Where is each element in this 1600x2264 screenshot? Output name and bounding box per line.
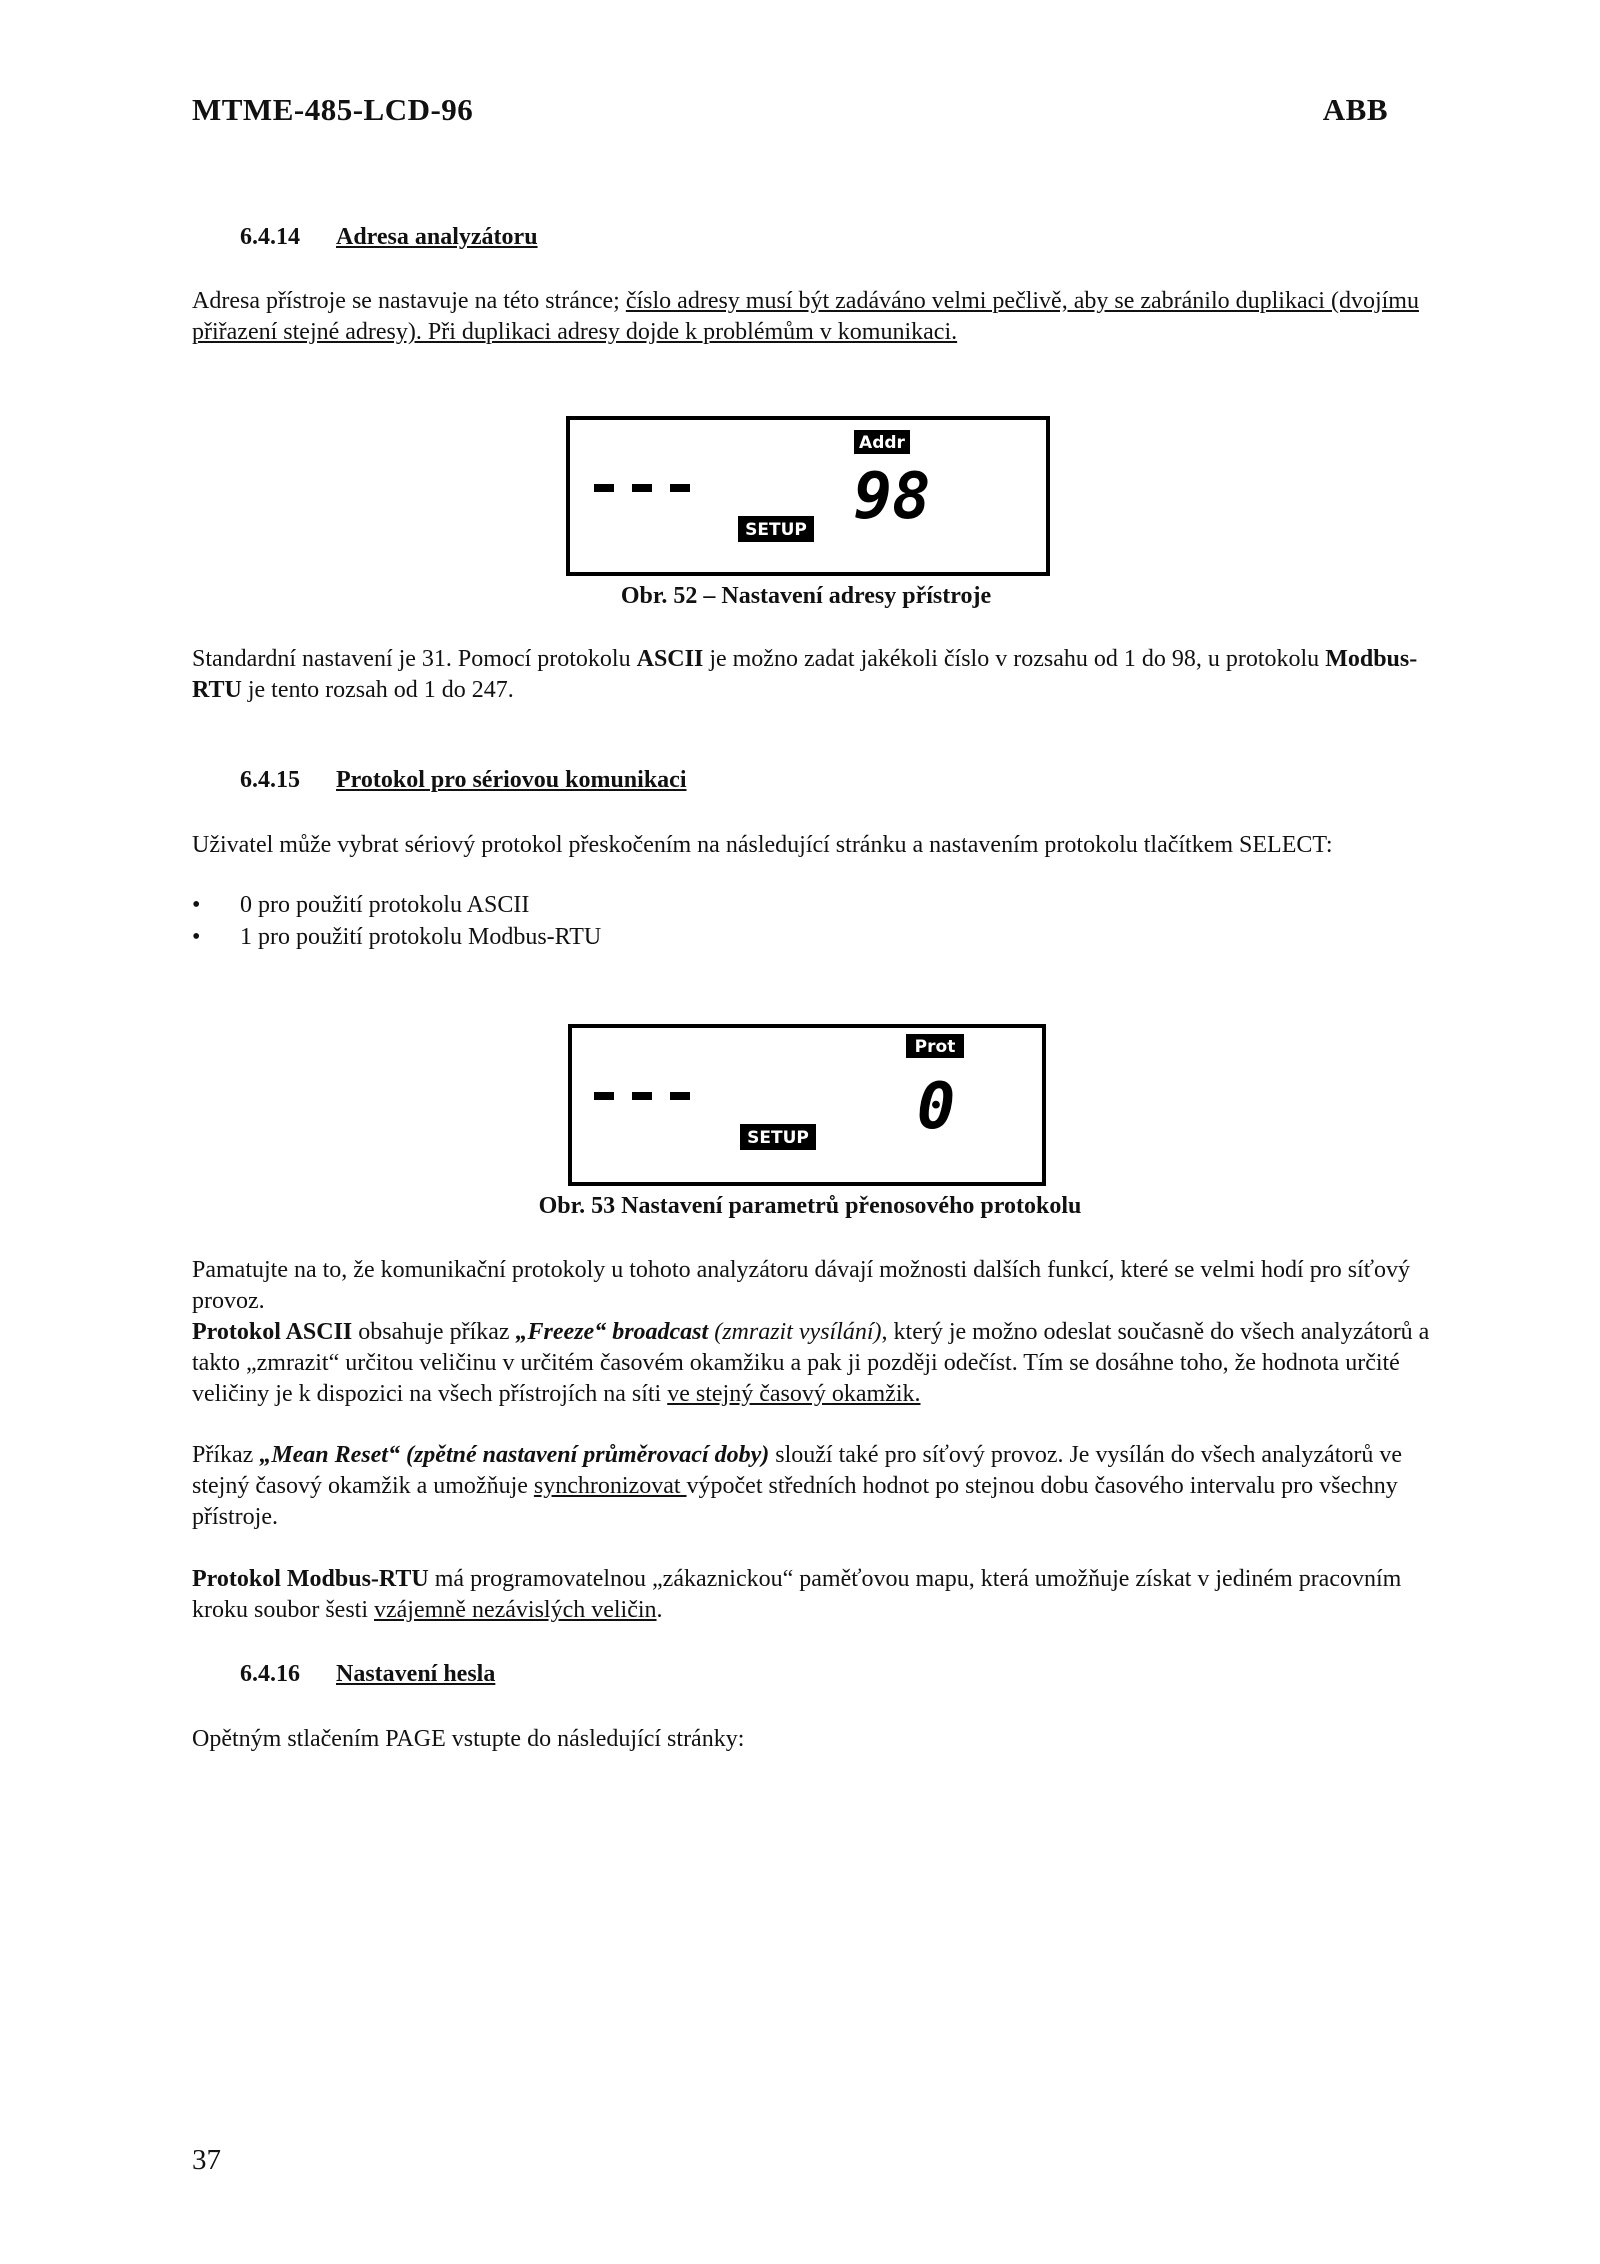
- text-run: je možno zadat jakékoli číslo v rozsahu od 1 do 98, u protokolu: [703, 646, 1326, 672]
- paragraph-text: Adresa přístroje se nastavuje na této stránce;: [192, 288, 626, 314]
- text-run-bold: Protokol Modbus-RTU: [192, 1566, 429, 1592]
- text-run-underline: synchronizovat: [533, 1473, 687, 1499]
- text-run: .: [656, 1597, 663, 1623]
- text-run: má programovatelnou „zákaznickou“ paměťovou mapu, která umožňuje získat v jediném pracovním kroku soubor šesti: [192, 1566, 1402, 1623]
- text-run: je tento rozsah od 1 do 247.: [241, 677, 514, 703]
- section-title: Protokol pro sériovou komunikaci: [336, 767, 687, 793]
- text-run-bold: Modbus-RTU: [192, 646, 1418, 703]
- text-run: obsahuje příkaz: [352, 1319, 516, 1345]
- text-run-italic: (zmrazit vysílání): [714, 1319, 882, 1345]
- lcd-setup-label: SETUP: [747, 1128, 809, 1148]
- lcd-display-address: [566, 416, 1050, 576]
- text-run-bold: ASCII: [636, 646, 704, 672]
- lcd-setup-label: SETUP: [745, 520, 807, 540]
- figure-caption-52: Obr. 52 – Nastavení adresy přístroje: [620, 583, 992, 609]
- text-run-underline: vzájemně nezávislých veličin: [374, 1597, 657, 1623]
- section-heading-address: [240, 224, 538, 251]
- list-item: [192, 892, 529, 919]
- document-header-title: MTME-485-LCD-96: [192, 92, 474, 127]
- figure-caption-53: Obr. 53 Nastavení parametrů přenosového protokolu: [538, 1193, 1082, 1219]
- text-run-bold-italic: „Mean Reset“ (zpětné nastavení průměrovací doby): [259, 1442, 770, 1468]
- section-title: Adresa analyzátoru: [336, 224, 538, 250]
- paragraph-warning: číslo adresy musí být zadáváno velmi pečlivě, aby se zabránilo duplikaci (dvojímu přiřazení stejné adresy). Při duplikaci adresy dojde k problémům v komunikaci.: [192, 288, 1419, 345]
- paragraph-modbus-map: [192, 1564, 1432, 1626]
- paragraph-ascii-freeze: [192, 1317, 1432, 1410]
- lcd-protocol-graphic: [572, 1028, 1042, 1182]
- section-number: 6.4.16: [240, 1661, 300, 1687]
- text-run-bold-italic: „Freeze“ broadcast: [515, 1319, 709, 1345]
- section-title: Nastavení hesla: [336, 1661, 496, 1687]
- lcd-address-value: 98: [853, 460, 931, 534]
- list-item-text: 0 pro použití protokolu ASCII: [240, 892, 530, 918]
- paragraph-password-intro: Opětným stlačením PAGE vstupte do následující stránky:: [192, 1726, 745, 1752]
- text-run: Příkaz: [192, 1442, 260, 1468]
- text-run: , který je možno odeslat současně do všech analyzátorů a takto „zmrazit“ určitou veličinu v určitém časovém okamžiku a pak ji později odečíst. Tím se dosáhne toho, že hodnota určité veličiny je k dispozici na všech přístrojích na síti: [192, 1319, 1430, 1407]
- text-run-bold: Protokol ASCII: [192, 1319, 353, 1345]
- section-number: 6.4.15: [240, 767, 300, 793]
- paragraph-address-intro: [192, 286, 1432, 348]
- text-run: Standardní nastavení je 31. Pomocí protokolu: [192, 646, 637, 672]
- page-number: 37: [192, 2144, 221, 2176]
- lcd-address-graphic: [570, 420, 1046, 572]
- lcd-protocol-value: 0: [916, 1070, 956, 1144]
- bullet-icon: •: [192, 924, 201, 950]
- paragraph-protocol-intro: Uživatel může vybrat sériový protokol přeskočením na následující stránku a nastavením protokolu tlačítkem SELECT:: [192, 832, 1333, 858]
- list-item-text: 1 pro použití protokolu Modbus-RTU: [240, 924, 602, 950]
- text-run: slouží také pro síťový provoz. Je vysílán do všech analyzátorů ve stejný časový okamžik a umožňuje: [192, 1442, 1403, 1499]
- paragraph-mean-reset: [192, 1440, 1432, 1533]
- text-run: výpočet středních hodnot po stejnou dobu časového intervalu pro všechny přístroje.: [192, 1473, 1398, 1530]
- bullet-icon: •: [192, 892, 201, 918]
- text-run-underline: ve stejný časový okamžik.: [667, 1381, 921, 1407]
- lcd-tag-prot: Prot: [914, 1037, 956, 1057]
- paragraph-protocol-note: Pamatujte na to, že komunikační protokoly u tohoto analyzátoru dávají možnosti dalších funkcí, které se velmi hodí pro síťový provoz.: [192, 1257, 1410, 1314]
- document-header-brand: ABB: [1322, 92, 1388, 127]
- paragraph-default-address: [192, 644, 1432, 706]
- list-item: [192, 924, 601, 951]
- lcd-tag-addr: Addr: [859, 433, 905, 453]
- section-heading-protocol: [240, 767, 686, 794]
- section-number: 6.4.14: [240, 224, 300, 250]
- section-heading-password: [240, 1661, 495, 1688]
- lcd-display-protocol: [568, 1024, 1046, 1186]
